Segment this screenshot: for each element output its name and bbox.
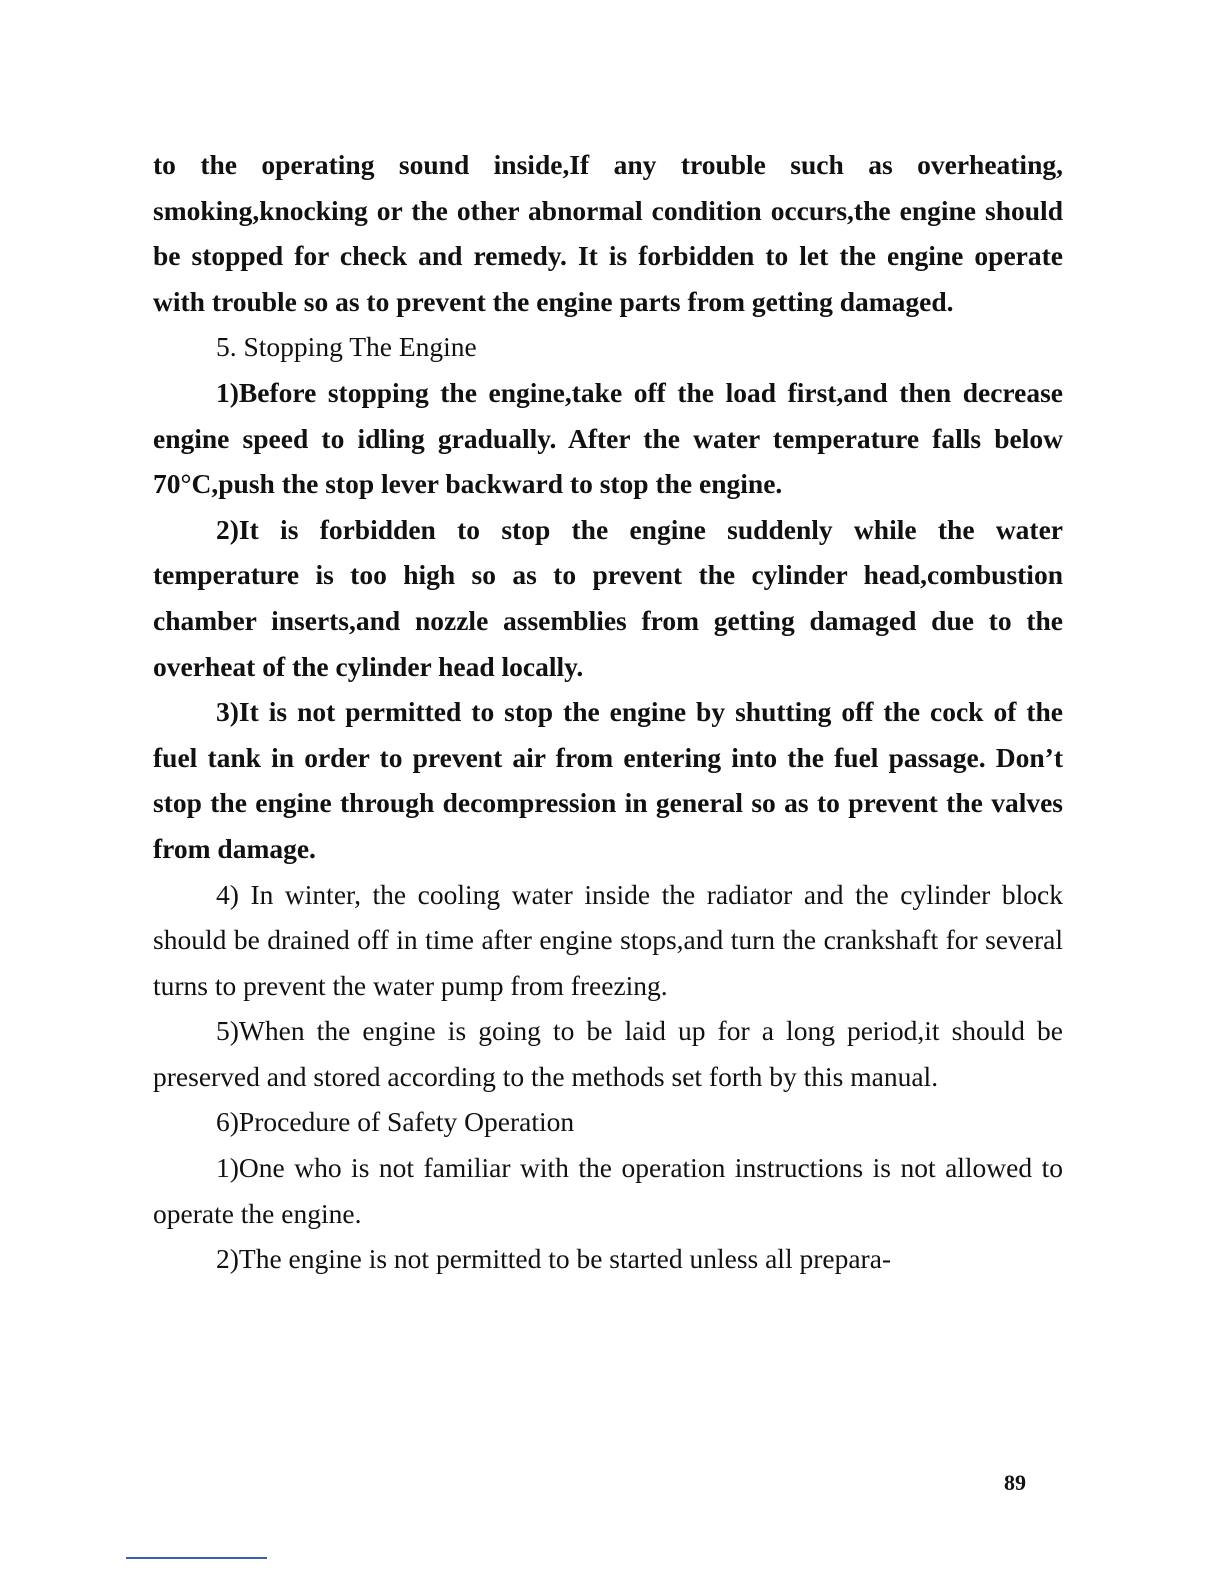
page-number: 89 (1004, 1470, 1026, 1495)
paragraph-step-5: 5)When the engine is going to be laid up for a long period,it should be preserved and stored according to the methods set forth by this manual. (153, 1015, 1063, 1092)
paragraph-safety-1: 1)One who is not familiar with the operation instructions is not allowed to operate the engine. (153, 1152, 1063, 1229)
footnote-rule (126, 1557, 267, 1559)
paragraph-step-1: 1)Before stopping the engine,take off the load first,and then decrease engine speed to idling gradually. After the water temperature falls below 70°C,push the stop lever backward to stop the engine. (153, 376, 1063, 500)
paragraph-safety-2: 2)The engine is not permitted to be started unless all prepara- (216, 1243, 892, 1275)
paragraph-step-4: 4) In winter, the cooling water inside the radiator and the cylinder block should be drained off in time after engine stops,and turn the crankshaft for several turns to prevent the water pump from freezing. (153, 878, 1063, 1001)
paragraph-step-3: 3)It is not permitted to stop the engine by shutting off the cock of the fuel tank in order to prevent air from entering into the fuel passage. Don’t stop the engine through decompression in general so as to prevent the valves from damage. (153, 696, 1063, 864)
paragraph-step-2: 2)It is forbidden to stop the engine suddenly while the water temperature is too high so as to prevent the cylinder head,combustion chamber inserts,and nozzle assemblies from getting damaged due to the overheat of the cylinder head locally. (153, 513, 1063, 682)
body-text (153, 142, 1063, 1282)
paragraph-trouble-check: to the operating sound inside,If any trouble such as overheating, smoking,knocking or the other abnormal condition occurs,the engine should be stopped for check and remedy. It is forbidden to let the engine operate with trouble so as to prevent the engine parts from getting damaged. (153, 149, 1063, 317)
section-heading-safety-operation: 6)Procedure of Safety Operation (216, 1106, 575, 1138)
section-heading-stopping-engine: 5. Stopping The Engine (216, 331, 477, 363)
